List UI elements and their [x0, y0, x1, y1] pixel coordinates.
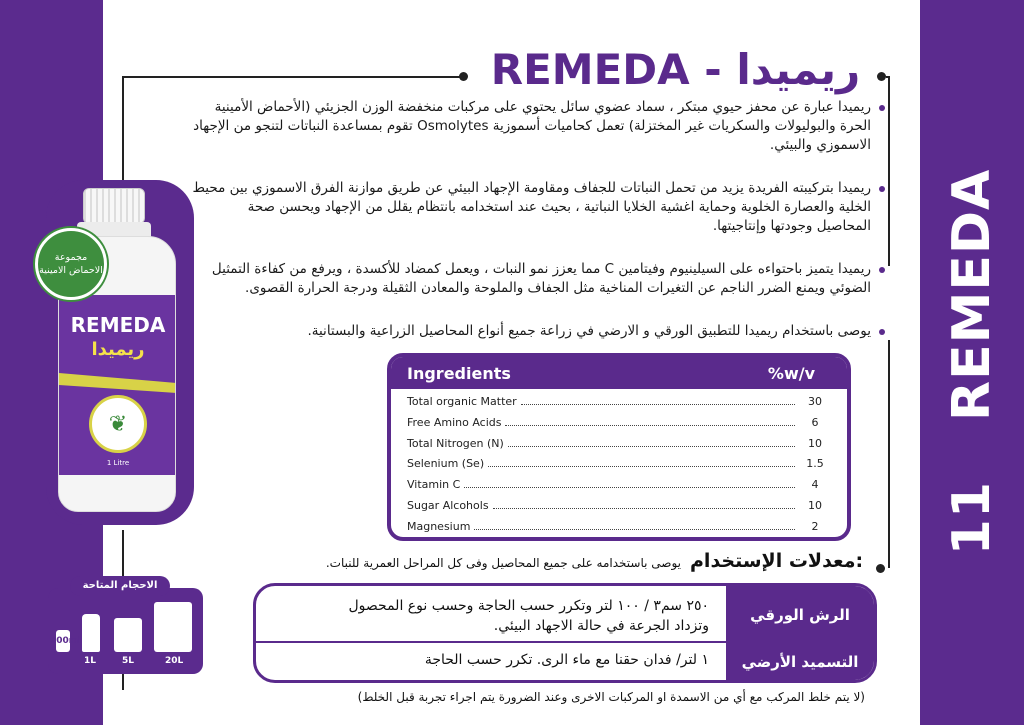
soil-text: ١ لتر/ فدان حقنا مع ماء الرى. تكرر حسب الحاجة: [424, 652, 709, 668]
ingredient-row: [407, 457, 829, 478]
leaf-logo-icon: ❦: [89, 395, 147, 453]
ingredients-unit: %w/v: [767, 363, 815, 383]
volume-label: 500ml: [50, 636, 82, 646]
ingredient-name: Sugar Alcohols: [407, 498, 489, 512]
usage-divider: [256, 641, 726, 643]
bottle-label: [59, 295, 176, 475]
available-volumes-title: الاحجام المتاحة: [70, 576, 170, 596]
foliar-label: الرش الورقي: [750, 606, 850, 624]
ingredient-row: [407, 478, 829, 499]
usage-subtitle: يوصى باستخدامه على جميع المحاصيل وفى كل المراحل العمرية للنبات.: [325, 556, 681, 570]
description-paragraph: ريميدا عبارة عن محفز حيوي مبتكر ، سماد عضوي سائل يحتوي على مركبات منخفضة الوزن الجزيئي (الأحماض الأمينية الحرة والبوليولات والسكريات غير المختزلة) تعمل كحاميات أسموزية Osmolytes تقوم بمساعدة النباتات لتنجو من الإجهاد الاسموزي والبيئي.: [190, 98, 885, 155]
ingredient-name: Selenium (Se): [407, 457, 485, 471]
ingredient-value: 2: [811, 519, 819, 533]
vertical-product-name: REMEDA: [942, 168, 1002, 421]
amino-acids-badge: مجموعة الاحماض الامينية: [35, 228, 107, 300]
description-paragraph: يوصى باستخدام ريميدا للتطبيق الورقي و الارضي في زراعة جميع أنواع المحاصيل الزراعية والبستانية.: [190, 322, 885, 341]
ingredient-row: [407, 437, 829, 458]
ingredient-value: 10: [808, 498, 822, 512]
ingredients-table: [387, 353, 851, 541]
ingredient-row: [407, 499, 829, 520]
bottle-brand-ar: ريميدا: [91, 339, 145, 360]
description-paragraph: ريميدا يتميز باحتواءه على السيلينيوم وفيتامين C مما يعزز نمو النبات ، ويعمل كمضاد للأكسدة ، ويرفع من كفاءة التمثيل الضوئي ويمنع الضرر الناجم عن التغيرات المناخية مثل الجفاف والملوحة والمعادن الثقيلة ودرجة الحرارة القصوى.: [190, 260, 885, 298]
title-dot-right: [877, 72, 886, 81]
volume-label: 1L: [84, 656, 96, 666]
ingredient-name: Total organic Matter: [407, 395, 517, 408]
soil-label: التسميد الأرضي: [741, 653, 859, 671]
ingredient-name: Free Amino Acids: [407, 415, 502, 429]
ingredient-value: 1.5: [806, 457, 824, 471]
volume-label: 20L: [165, 656, 184, 666]
bottle-cap: [83, 188, 145, 224]
foliar-text: ٢٥٠ سم٣ / ١٠٠ لتر وتكرر حسب الحاجة وحسب نوع المحصول وتزداد الجرعة في حالة الاجهاد البيئي.: [348, 598, 709, 634]
usage-dot: [876, 564, 885, 573]
mixing-note: (لا يتم خلط المركب مع أي من الاسمدة او المركبات الاخرى وعند الضرورة يتم اجراء تجربة قبل الخلط): [357, 690, 865, 704]
ingredients-header: [391, 357, 847, 389]
ingredient-value: 4: [811, 478, 819, 492]
vertical-product-label: [942, 169, 1002, 556]
ingredient-name: Total Nitrogen (N): [407, 436, 504, 450]
bottle-1l-icon: [82, 614, 100, 652]
ingredient-row: [407, 520, 829, 541]
jerrycan-20l-icon: [154, 602, 192, 652]
bottle-volume: 1 Litre: [106, 459, 130, 467]
bottle-brand: REMEDA: [70, 313, 166, 337]
frame-line-right-upper: [888, 76, 890, 266]
available-volumes: [48, 588, 203, 674]
ingredient-value: 30: [808, 395, 822, 408]
page-number: 11: [942, 480, 1002, 556]
ingredient-name: Magnesium: [407, 519, 471, 533]
frame-line-top-right: [886, 76, 890, 78]
ingredient-value: 6: [811, 415, 819, 429]
volume-label: 5L: [122, 656, 134, 666]
usage-rates-box: [253, 583, 877, 683]
usage-title: معدلات الإستخدام:: [690, 550, 864, 572]
ingredient-value: 10: [808, 436, 822, 450]
description-list: [190, 98, 885, 365]
page-title: REMEDA - ريميدا: [490, 45, 861, 94]
ingredients-title: Ingredients: [407, 363, 511, 383]
jerrycan-5l-icon: [114, 618, 142, 652]
title-dot-left: [459, 72, 468, 81]
frame-line-top-left: [122, 76, 465, 78]
ingredient-name: Vitamin C: [407, 478, 461, 492]
right-color-band: [920, 0, 1024, 725]
ingredient-row: [407, 416, 829, 437]
ingredient-row: [407, 395, 829, 416]
frame-line-right-lower: [888, 340, 890, 568]
description-paragraph: ريميدا بتركيبته الفريدة يزيد من تحمل النباتات للجفاف ومقاومة الإجهاد البيئي عن طريق موازنة الفرق الاسموزي بين محيط الخلية والعصارة الخلوية وحماية اغشية الخلايا النباتية ، بحيث عند استخدامه بانتظام يقلل من الإجهاد ويحسن صحة المحاصيل وجودتها وإنتاجيتها.: [190, 179, 885, 236]
